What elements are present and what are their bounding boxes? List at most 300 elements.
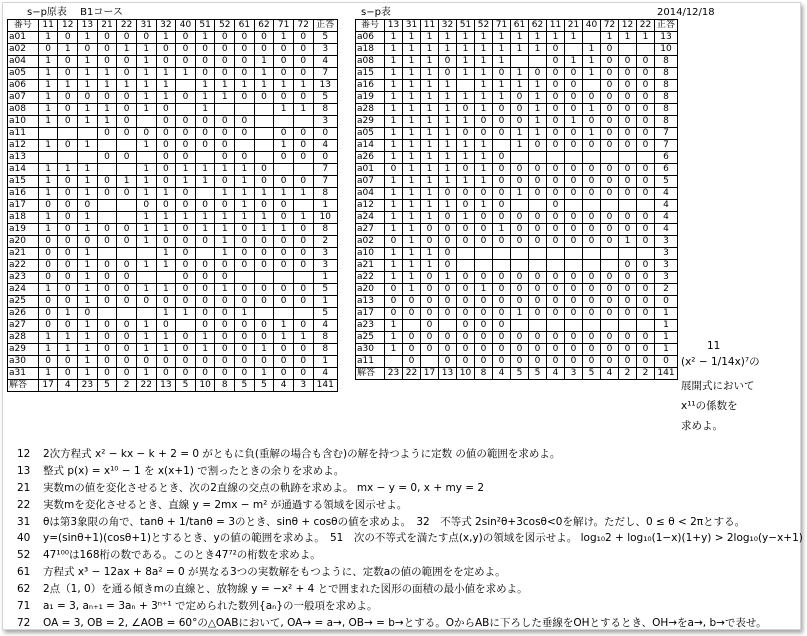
table-cell: 4 xyxy=(547,368,565,380)
table-cell: 0 xyxy=(156,140,176,152)
table-cell: 1 xyxy=(403,128,421,140)
problem-number: 52 xyxy=(17,549,31,562)
table-row xyxy=(356,320,678,332)
table-cell: 1 xyxy=(156,68,176,80)
table-cell: 1 xyxy=(58,344,78,356)
table-cell: 0 xyxy=(637,308,655,320)
table-cell: 0 xyxy=(254,32,274,44)
table-cell: 0 xyxy=(385,236,403,248)
table-cell: 0 xyxy=(601,164,619,176)
table-cell xyxy=(215,104,235,116)
table-cell xyxy=(195,152,215,164)
table-cell: 2 xyxy=(117,380,137,392)
table-cell: 1 xyxy=(215,80,235,92)
table-cell: 0 xyxy=(215,68,235,80)
table-cell xyxy=(457,80,475,92)
table-cell: 1 xyxy=(235,176,255,188)
table-cell: 0 xyxy=(601,344,619,356)
table-cell: 0 xyxy=(195,200,215,212)
score-cell: 7 xyxy=(655,140,678,152)
table-row xyxy=(8,140,338,152)
table-cell: 0 xyxy=(619,308,637,320)
table-cell: 0 xyxy=(58,212,78,224)
table-cell: 0 xyxy=(97,44,117,56)
table-cell xyxy=(637,44,655,56)
table-cell: 1 xyxy=(385,332,403,344)
table-row xyxy=(8,68,338,80)
table-cell: 0 xyxy=(195,368,215,380)
score-cell: 2 xyxy=(655,284,678,296)
table-row xyxy=(356,260,678,272)
table-cell: 0 xyxy=(235,320,255,332)
table-cell: 0 xyxy=(601,296,619,308)
score-cell: 4 xyxy=(655,188,678,200)
table-cell: 1 xyxy=(254,212,274,224)
row-label: a20 xyxy=(356,284,385,296)
table-cell: 0 xyxy=(583,284,601,296)
score-cell: 1 xyxy=(313,272,337,284)
table-cell: 1 xyxy=(78,80,98,92)
table-cell: 0 xyxy=(619,332,637,344)
score-cell: 7 xyxy=(313,176,337,188)
table-cell xyxy=(136,308,156,320)
table-cell: 0 xyxy=(38,248,58,260)
table-row xyxy=(8,308,338,320)
table-cell: 0 xyxy=(619,176,637,188)
table-cell: 0 xyxy=(136,356,156,368)
table-cell: 0 xyxy=(493,212,511,224)
table-cell xyxy=(547,260,565,272)
table-cell: 1 xyxy=(385,128,403,140)
table-cell: 0 xyxy=(475,224,493,236)
row-label: a12 xyxy=(8,140,39,152)
problem-text: a₁ = 3, aₙ₊₁ = 3aₙ + 3ⁿ⁺¹ で定められた数列{aₙ}の一般項を求めよ。 xyxy=(43,600,378,613)
table-cell: 0 xyxy=(439,188,457,200)
table-cell: 0 xyxy=(176,272,196,284)
table-cell xyxy=(583,152,601,164)
table-row xyxy=(8,344,338,356)
table-cell: 0 xyxy=(254,260,274,272)
table-cell: 1 xyxy=(403,116,421,128)
table-cell: 0 xyxy=(156,128,176,140)
table-cell: 0 xyxy=(547,236,565,248)
table-cell: 0 xyxy=(156,200,176,212)
table-cell xyxy=(511,56,529,68)
table-cell xyxy=(403,320,421,332)
table-cell: 1 xyxy=(457,44,475,56)
table-cell xyxy=(637,320,655,332)
table-cell: 0 xyxy=(176,236,196,248)
table-cell: 0 xyxy=(529,284,547,296)
table-cell: 0 xyxy=(176,32,196,44)
table-cell: 1 xyxy=(421,128,439,140)
table-cell: 1 xyxy=(136,224,156,236)
problem-number: 21 xyxy=(17,481,31,494)
table-cell: 1 xyxy=(493,92,511,104)
table-cell: 0 xyxy=(565,128,583,140)
table-cell: 1 xyxy=(156,32,176,44)
problem-number: 31 xyxy=(17,515,31,528)
table-cell: 1 xyxy=(195,104,215,116)
table-cell: 1 xyxy=(195,332,215,344)
table-cell: 1 xyxy=(293,188,313,200)
row-label: a10 xyxy=(356,248,385,260)
problem-item xyxy=(17,514,807,531)
table-cell: 0 xyxy=(493,284,511,296)
table-cell xyxy=(254,272,274,284)
table-cell: 1 xyxy=(385,104,403,116)
column-header: 21 xyxy=(565,20,583,32)
table-cell: 0 xyxy=(547,176,565,188)
table-cell: 0 xyxy=(619,104,637,116)
table-row xyxy=(8,236,338,248)
table-cell: 0 xyxy=(493,332,511,344)
problem-list xyxy=(17,446,807,632)
table-cell: 0 xyxy=(583,212,601,224)
score-cell: 4 xyxy=(313,140,337,152)
table-cell: 0 xyxy=(235,284,255,296)
table-cell: 1 xyxy=(421,188,439,200)
column-header: 72 xyxy=(293,20,313,32)
table-row xyxy=(356,356,678,368)
table-cell: 0 xyxy=(215,320,235,332)
table-cell: 1 xyxy=(274,80,294,92)
table-cell: 1 xyxy=(385,116,403,128)
table-cell: 1 xyxy=(78,344,98,356)
table-cell xyxy=(619,200,637,212)
table-cell: 1 xyxy=(235,164,255,176)
table-cell: 1 xyxy=(475,164,493,176)
table-cell: 4 xyxy=(274,380,294,392)
table-cell: 1 xyxy=(403,212,421,224)
row-label: a30 xyxy=(356,344,385,356)
table-cell: 0 xyxy=(529,332,547,344)
table-row xyxy=(8,212,338,224)
table-cell: 0 xyxy=(58,356,78,368)
table-cell xyxy=(38,128,58,140)
table-cell: 1 xyxy=(457,32,475,44)
table-cell: 1 xyxy=(274,140,294,152)
table-cell: 1 xyxy=(385,188,403,200)
column-header: 22 xyxy=(637,20,655,32)
table-cell: 1 xyxy=(475,284,493,296)
table-cell: 0 xyxy=(156,368,176,380)
table-cell: 1 xyxy=(457,92,475,104)
table-cell: 0 xyxy=(439,236,457,248)
table-cell xyxy=(274,164,294,176)
table-cell: 0 xyxy=(274,44,294,56)
table-cell: 0 xyxy=(529,308,547,320)
table-cell xyxy=(117,140,137,152)
table-cell: 1 xyxy=(439,44,457,56)
table-row xyxy=(356,164,678,176)
table-cell: 0 xyxy=(156,44,176,56)
table-cell: 0 xyxy=(136,128,156,140)
row-label: a13 xyxy=(8,152,39,164)
row-label: a24 xyxy=(356,212,385,224)
table-cell: 0 xyxy=(274,152,294,164)
column-header: 正答 xyxy=(655,20,678,32)
score-cell: 1 xyxy=(313,356,337,368)
side-problem-number: 11 xyxy=(707,340,721,352)
table-cell: 0 xyxy=(385,164,403,176)
table-cell: 0 xyxy=(601,128,619,140)
table-cell xyxy=(176,104,196,116)
score-cell: 0 xyxy=(655,356,678,368)
table-cell xyxy=(136,152,156,164)
table-cell: 0 xyxy=(195,68,215,80)
row-label: 解答 xyxy=(8,380,39,392)
table-cell: 0 xyxy=(475,308,493,320)
table-cell: 1 xyxy=(439,116,457,128)
table-cell: 0 xyxy=(637,296,655,308)
side-problem-expression: (x² − 1/14x)⁷の xyxy=(681,356,760,368)
table-cell: 0 xyxy=(156,236,176,248)
table-cell: 0 xyxy=(274,68,294,80)
table-cell xyxy=(565,260,583,272)
table-cell: 0 xyxy=(215,260,235,272)
table-cell xyxy=(619,44,637,56)
table-cell: 0 xyxy=(583,140,601,152)
column-header: 61 xyxy=(235,20,255,32)
table-cell xyxy=(235,104,255,116)
table-cell: 1 xyxy=(439,152,457,164)
table-cell: 0 xyxy=(215,332,235,344)
table-row xyxy=(8,92,338,104)
table-cell: 0 xyxy=(38,320,58,332)
table-cell: 1 xyxy=(254,344,274,356)
row-label: a26 xyxy=(8,308,39,320)
table-cell: 1 xyxy=(235,188,255,200)
table-cell: 0 xyxy=(215,356,235,368)
table-cell: 1 xyxy=(511,68,529,80)
table-cell: 1 xyxy=(421,92,439,104)
row-label: a30 xyxy=(8,356,39,368)
table-cell xyxy=(583,248,601,260)
table-cell: 1 xyxy=(511,128,529,140)
table-cell xyxy=(529,248,547,260)
table-cell: 0 xyxy=(565,356,583,368)
table-cell: 1 xyxy=(78,176,98,188)
table-cell: 1 xyxy=(457,116,475,128)
table-cell: 1 xyxy=(403,152,421,164)
table-cell: 0 xyxy=(176,296,196,308)
table-cell: 0 xyxy=(215,200,235,212)
table-cell: 0 xyxy=(235,152,255,164)
table-cell: 0 xyxy=(529,68,547,80)
table-cell: 0 xyxy=(511,344,529,356)
table-cell: 0 xyxy=(601,236,619,248)
table-cell: 1 xyxy=(38,224,58,236)
side-problem-line4: 求めよ。 xyxy=(681,420,723,432)
table-cell: 0 xyxy=(601,224,619,236)
table-cell: 0 xyxy=(619,188,637,200)
table-cell xyxy=(176,320,196,332)
table-row xyxy=(8,320,338,332)
table-cell: 1 xyxy=(529,32,547,44)
table-cell: 1 xyxy=(176,176,196,188)
table-cell: 1 xyxy=(38,344,58,356)
row-label: a10 xyxy=(8,116,39,128)
table-cell: 1 xyxy=(583,128,601,140)
table-cell: 0 xyxy=(215,368,235,380)
row-label: a25 xyxy=(356,332,385,344)
score-cell: 3 xyxy=(655,248,678,260)
row-label: a23 xyxy=(8,272,39,284)
table-cell: 0 xyxy=(274,356,294,368)
table-cell: 0 xyxy=(176,92,196,104)
table-cell: 0 xyxy=(215,308,235,320)
table-cell: 1 xyxy=(78,224,98,236)
table-cell: 0 xyxy=(601,356,619,368)
table-cell: 0 xyxy=(293,92,313,104)
table-cell: 0 xyxy=(176,368,196,380)
table-cell: 0 xyxy=(637,272,655,284)
table-row xyxy=(8,32,338,44)
score-cell: 1 xyxy=(655,344,678,356)
table-cell: 0 xyxy=(58,188,78,200)
table-cell: 1 xyxy=(421,32,439,44)
table-cell: 1 xyxy=(136,56,156,68)
table-cell: 1 xyxy=(156,248,176,260)
table-cell: 0 xyxy=(274,344,294,356)
table-row xyxy=(8,80,338,92)
score-cell: 6 xyxy=(655,152,678,164)
table-cell: 0 xyxy=(529,296,547,308)
table-cell xyxy=(511,320,529,332)
table-cell: 1 xyxy=(439,80,457,92)
table-row xyxy=(8,332,338,344)
table-cell: 1 xyxy=(403,248,421,260)
table-cell: 0 xyxy=(565,80,583,92)
table-cell: 0 xyxy=(215,56,235,68)
score-cell: 141 xyxy=(655,368,678,380)
table-cell: 1 xyxy=(457,212,475,224)
table-cell xyxy=(293,308,313,320)
table-cell xyxy=(601,200,619,212)
table-cell: 1 xyxy=(385,224,403,236)
table-cell: 0 xyxy=(601,284,619,296)
row-label: a16 xyxy=(8,188,39,200)
table-cell: 0 xyxy=(493,176,511,188)
table-cell: 0 xyxy=(547,200,565,212)
table-cell: 0 xyxy=(421,272,439,284)
table-cell xyxy=(511,200,529,212)
table-cell: 0 xyxy=(547,128,565,140)
table-cell: 0 xyxy=(176,224,196,236)
table-cell: 1 xyxy=(475,152,493,164)
table-cell: 1 xyxy=(493,56,511,68)
table-cell: 1 xyxy=(421,44,439,56)
table-cell: 0 xyxy=(176,44,196,56)
table-cell: 0 xyxy=(274,248,294,260)
table-cell: 0 xyxy=(58,56,78,68)
table-cell: 5 xyxy=(529,368,547,380)
table-cell: 1 xyxy=(274,320,294,332)
table-header-row xyxy=(356,20,678,32)
table-cell: 1 xyxy=(235,212,255,224)
table-cell: 1 xyxy=(511,32,529,44)
row-label: a19 xyxy=(8,224,39,236)
table-cell: 0 xyxy=(583,176,601,188)
table-cell: 0 xyxy=(215,128,235,140)
table-cell: 0 xyxy=(274,212,294,224)
table-cell: 0 xyxy=(254,92,274,104)
row-label: a26 xyxy=(356,152,385,164)
table-cell: 0 xyxy=(547,164,565,176)
table-cell: 1 xyxy=(38,212,58,224)
table-cell: 0 xyxy=(637,356,655,368)
table-cell: 0 xyxy=(117,356,137,368)
table-cell: 1 xyxy=(254,224,274,236)
table-cell: 0 xyxy=(421,236,439,248)
table-cell: 0 xyxy=(58,296,78,308)
table-cell: 0 xyxy=(619,80,637,92)
table-cell: 0 xyxy=(117,236,137,248)
table-cell: 0 xyxy=(58,92,78,104)
row-label: a22 xyxy=(356,272,385,284)
table-cell: 1 xyxy=(136,260,156,272)
table-cell: 1 xyxy=(195,212,215,224)
score-cell: 3 xyxy=(655,236,678,248)
table-row xyxy=(356,272,678,284)
table-cell xyxy=(136,248,156,260)
score-cell: 4 xyxy=(313,368,337,380)
table-cell xyxy=(601,260,619,272)
table-cell: 1 xyxy=(78,332,98,344)
column-header: 12 xyxy=(58,20,78,32)
table-cell: 0 xyxy=(601,68,619,80)
table-cell: 1 xyxy=(78,320,98,332)
table-cell: 1 xyxy=(439,140,457,152)
table-cell: 0 xyxy=(529,236,547,248)
table-cell: 0 xyxy=(136,296,156,308)
column-header: 62 xyxy=(529,20,547,32)
table-row xyxy=(356,308,678,320)
table-cell: 1 xyxy=(439,32,457,44)
table-row xyxy=(356,248,678,260)
table-cell: 0 xyxy=(493,104,511,116)
table-cell: 0 xyxy=(117,320,137,332)
score-cell: 141 xyxy=(313,380,337,392)
table-cell: 0 xyxy=(475,296,493,308)
table-row xyxy=(8,176,338,188)
table-cell: 0 xyxy=(78,200,98,212)
table-cell xyxy=(475,260,493,272)
table-cell: 0 xyxy=(547,296,565,308)
table-cell: 1 xyxy=(439,92,457,104)
table-cell: 1 xyxy=(136,164,156,176)
score-cell: 8 xyxy=(655,92,678,104)
row-label: a27 xyxy=(8,320,39,332)
table-cell: 0 xyxy=(38,200,58,212)
table-cell: 0 xyxy=(475,128,493,140)
table-cell: 1 xyxy=(565,116,583,128)
table-cell: 1 xyxy=(421,140,439,152)
table-cell: 1 xyxy=(385,56,403,68)
table-cell: 1 xyxy=(136,332,156,344)
table-cell: 1 xyxy=(78,296,98,308)
table-cell: 0 xyxy=(176,260,196,272)
table-row xyxy=(356,152,678,164)
table-cell: 0 xyxy=(97,236,117,248)
table-cell xyxy=(97,164,117,176)
table-cell: 1 xyxy=(457,68,475,80)
table-cell: 0 xyxy=(58,284,78,296)
table-cell: 0 xyxy=(58,68,78,80)
table-cell: 1 xyxy=(385,68,403,80)
table-cell: 1 xyxy=(403,284,421,296)
